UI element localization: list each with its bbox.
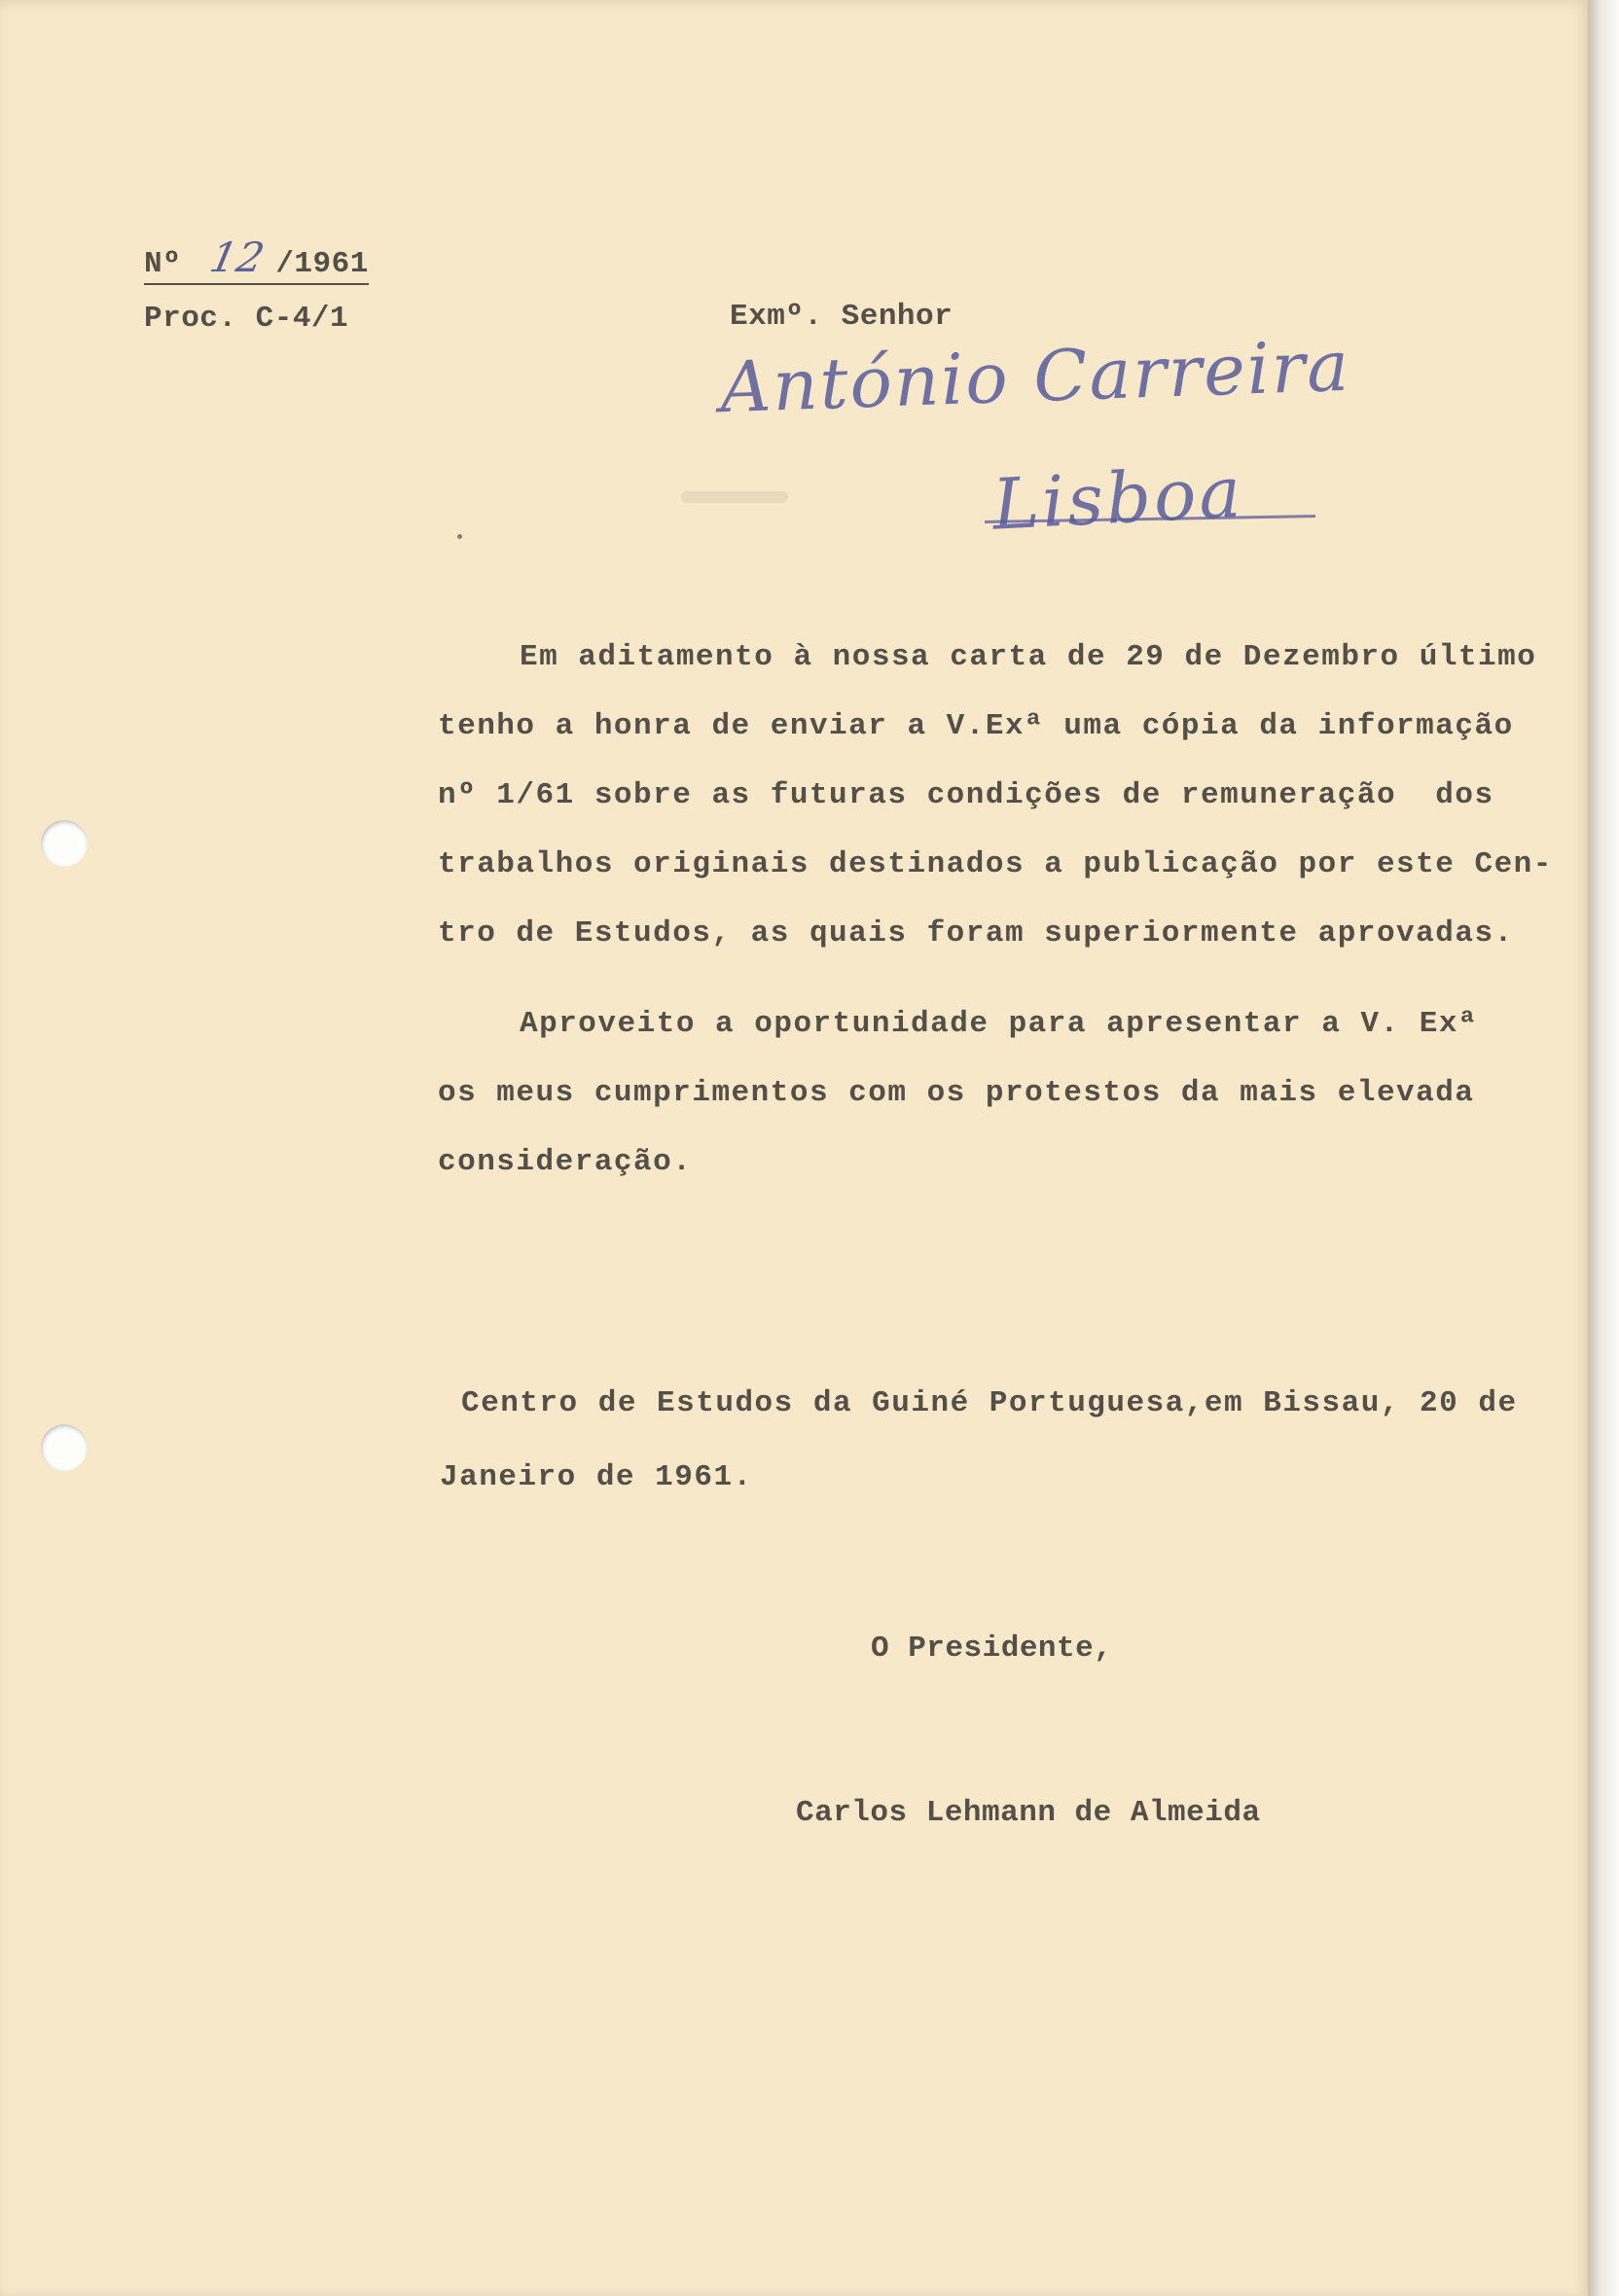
- salutation: Exmº. Senhor: [730, 300, 953, 334]
- process-reference: Proc. C-4/1: [144, 302, 349, 336]
- body-paragraph-1-line: nº 1/61 sobre as futuras condições de remuneração dos: [438, 778, 1494, 812]
- page-edge: [1588, 0, 1619, 2296]
- body-paragraph-1-line: tro de Estudos, as quais foram superiormente aprovadas.: [438, 916, 1514, 951]
- paragraph-gap: [438, 968, 1553, 989]
- letter-body: [438, 623, 1553, 1197]
- body-paragraph-1-line: tenho a honra de enviar a V.Exª uma cópia da informação: [438, 709, 1514, 743]
- place-and-date: [440, 1367, 1518, 1515]
- signatory-name: Carlos Lehmann de Almeida: [796, 1796, 1261, 1830]
- body-paragraph-1-line: trabalhos originais destinados a publicação por este Cen-: [438, 847, 1553, 881]
- place-date-line: Centro de Estudos da Guiné Portuguesa,em Bissau, 20 de: [461, 1386, 1518, 1420]
- reference-year: /1961: [275, 247, 369, 281]
- body-paragraph-2-line: consideração.: [438, 1145, 693, 1179]
- addressee-name-handwritten: António Carreira: [718, 324, 1352, 429]
- punch-hole: [41, 820, 88, 867]
- addressee-city-handwritten: Lisboa: [989, 450, 1246, 546]
- ink-speck: [457, 534, 462, 539]
- place-date-line: Janeiro de 1961.: [440, 1460, 753, 1494]
- body-paragraph-2-line: os meus cumprimentos com os protestos da mais elevada: [438, 1076, 1475, 1110]
- paper-stain: [681, 491, 788, 503]
- closing: O Presidente,: [871, 1632, 1113, 1666]
- reference-prefix: Nº: [144, 247, 182, 281]
- reference-number: [144, 233, 369, 285]
- punch-hole: [41, 1424, 88, 1471]
- reference-number-handwritten: 12: [205, 233, 270, 281]
- body-paragraph-2-line: Aproveito a oportunidade para apresentar a V. Exª: [520, 1007, 1479, 1041]
- body-paragraph-1-line: Em aditamento à nossa carta de 29 de Dezembro último: [520, 640, 1537, 674]
